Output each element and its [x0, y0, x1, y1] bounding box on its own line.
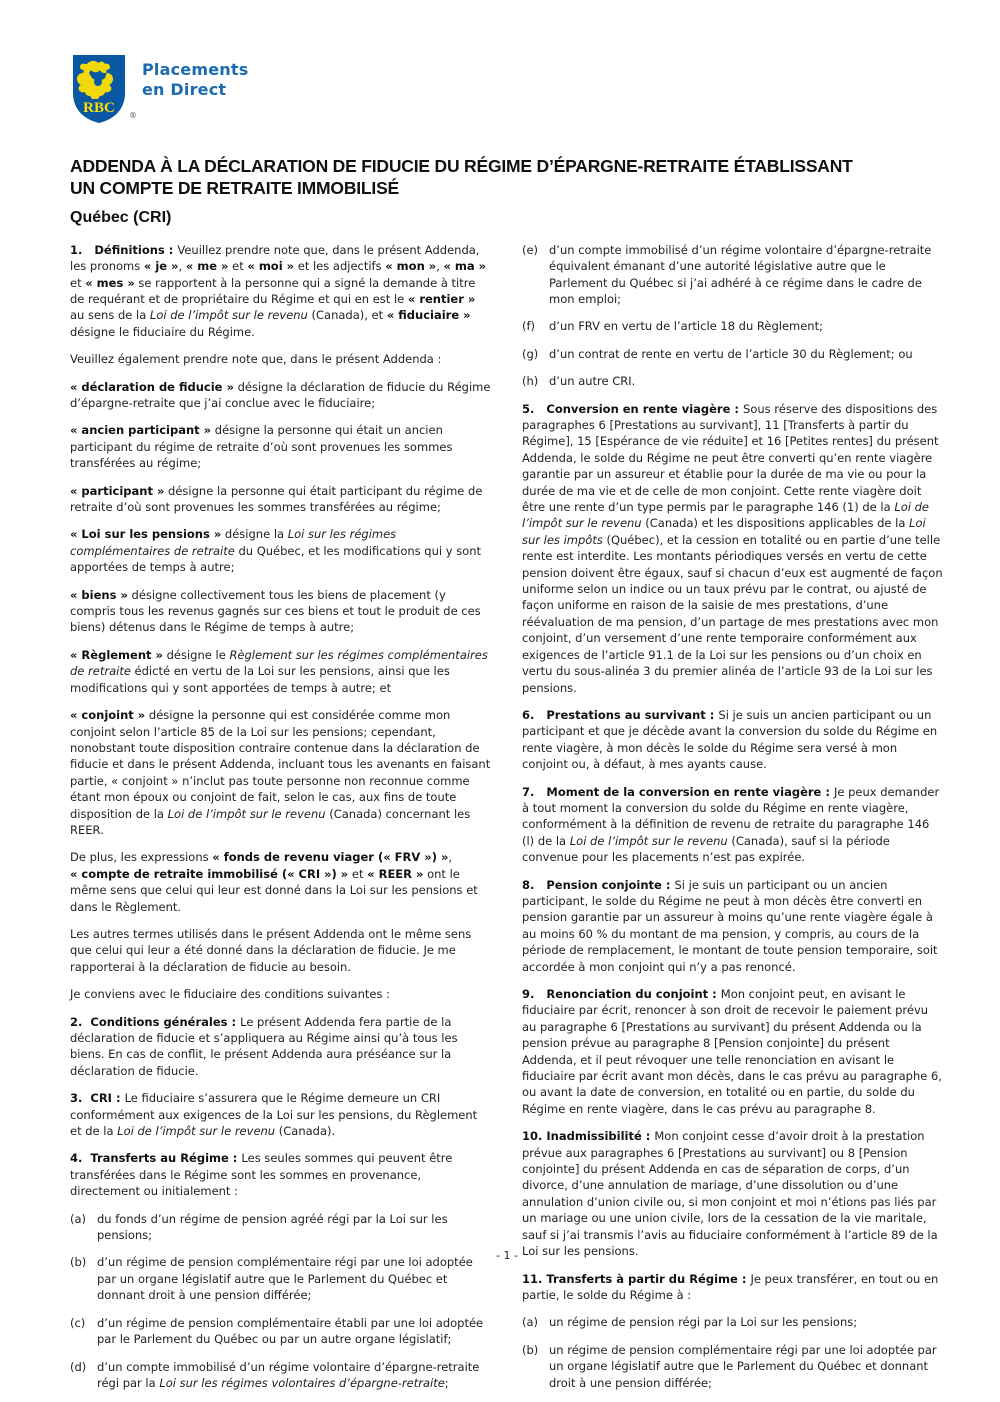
bold-text-run: « fiduciaire » [386, 308, 471, 323]
paragraph [70, 483, 492, 516]
text-run: Je conviens avec le fiduciaire des conditions suivantes : [70, 987, 390, 1002]
text-run: d’un compte immobilisé d’un régime volontaire d’épargne-retraite régi par la [97, 1359, 480, 1390]
paragraph [522, 986, 944, 1117]
list-item-text [549, 318, 944, 334]
brand-name-line1: Placements [142, 60, 249, 79]
list-item [522, 318, 944, 334]
text-run: et les adjectifs [294, 259, 386, 274]
italic-text-run: Loi de l’impôt sur le revenu [522, 500, 929, 531]
paragraph [70, 351, 492, 367]
text-run: , [178, 259, 186, 274]
rbc-shield-icon [70, 54, 128, 124]
text-run: désigne la personne qui était un ancien participant du régime de retraite d’où sont provenues les sommes transférées au régime; [70, 423, 453, 471]
list-item [522, 1314, 944, 1330]
text-run: d’un compte immobilisé d’un régime volontaire d’épargne-retraite équivalent émanant d’une autorité législative autre que le Parlement du Québec si j’ai adhéré à ce régime dans le cadre de mon emploi; [549, 242, 932, 306]
two-column-body [70, 242, 944, 1402]
text-run: Les autres termes utilisés dans le présent Addenda ont le même sens que celui qui leur a été donné dans la déclaration de fiducie. Je me rapporterai à la déclaration de fiducie au besoin. [70, 926, 472, 974]
text-run: Mon conjoint peut, en avisant le fiduciaire par écrit, renoncer à son droit de recevoir le paiement prévu au paragraphe 6 [Prestations au survivant] du présent Addenda ou la pension prévue au paragraphe 8 [Pension conjointe] du présent Addenda, et il peut révoquer une telle renonciation en avisant le fiduciaire par écrit avant mon décès, dans le cas prévu au paragraphe 6, ou avant la date de conversion, en totalité ou en partie, du solde du Régime en rente viagère, dans le cas prévu au paragraphe 8. [522, 987, 942, 1116]
list-item [522, 242, 944, 308]
list-marker: (h) [522, 374, 539, 389]
bold-text-run: « conjoint » [70, 708, 146, 723]
list-item-text [549, 1314, 944, 1330]
bold-text-run: 7. Moment de la conversion en rente viagère : [522, 784, 834, 799]
bold-text-run: « rentier » [407, 291, 476, 306]
page-number: - 1 - [496, 1249, 518, 1262]
list-marker: (a) [522, 1315, 539, 1330]
paragraph [70, 707, 492, 838]
text-run: , [436, 259, 444, 274]
bold-text-run: « REER » [367, 866, 424, 881]
paragraph [70, 1150, 492, 1199]
list-item-text [549, 346, 944, 362]
text-run: (Québec), et la cession en totalité ou en partie d’une telle rente est interdite. Les montants périodiques versés en vertu de cette pension doivent être égaux, sauf si chacun d’eux est augmenté de façon uniforme selon un indice ou un taux prévu par le contrat, ou ajusté de façon uniforme en raison de la saisie de mes prestations, d’une réévaluation de ma pension, d’un partage de mes prestations avec mon conjoint, d’un versement d’une rente temporaire conformément aux exigences de l’article 91.1 de la Loi sur les pensions ou d’un choix en vertu du sous-alinéa 3 du premier alinéa de l’article 93 de la Loi sur les pensions. [522, 532, 943, 695]
text-run: désigne la personne qui est considérée comme mon conjoint selon l’article 85 de la Loi sur les pensions; cependant, nonobstant toute disposition contraire contenue dans la déclaration de fiducie et dans le présent Addenda, incluant tous les avenants en faisant partie, « conjoint » n’inclut pas toute personne non reconnue comme étant mon époux ou conjoint de fait, selon le cas, aux fins de toute disposition de la [70, 708, 491, 821]
text-run: (Canada) et les dispositions applicables de la [641, 516, 910, 531]
bold-text-run: 8. Pension conjointe : [522, 877, 675, 892]
paragraph [70, 422, 492, 471]
bold-text-run: 1. Définitions : [70, 242, 178, 257]
bold-text-run: 3. CRI : [70, 1091, 125, 1106]
bold-text-run: 10. Inadmissibilité : [522, 1129, 655, 1144]
document-subtitle: Québec (CRI) [70, 208, 172, 226]
paragraph [70, 1014, 492, 1080]
paragraph [522, 707, 944, 773]
list-item [70, 1211, 492, 1244]
registered-trademark-icon: ® [129, 111, 137, 120]
bold-text-run: 2. Conditions générales : [70, 1014, 241, 1029]
list-item-text [549, 242, 944, 308]
text-run: Le présent Addenda fera partie de la déclaration de fiducie et s’appliquera au Régime ainsi qu’à tous les biens. En cas de conflit, le présent Addenda aura préséance sur la déclaration de fiducie. [70, 1014, 458, 1078]
text-run: Les seules sommes qui peuvent être transférées dans le Régime sont les sommes en provenance, directement ou initialement : [70, 1151, 453, 1199]
bold-text-run: « participant » [70, 483, 165, 498]
bold-text-run: 5. Conversion en rente viagère : [522, 401, 744, 416]
text-run: d’un FRV en vertu de l’article 18 du Règlement; [549, 319, 823, 334]
text-run: se rapportent à la personne qui a signé la demande à titre de requérant et de propriétaire du Régime et qui en est le [70, 275, 476, 306]
text-run: du Québec, et les modifications qui y sont apportées de temps à autre; [70, 543, 482, 575]
bold-text-run: 11. Transferts à partir du Régime : [522, 1271, 751, 1286]
bold-text-run: « ancien participant » [70, 423, 212, 438]
text-run: d’un régime de pension complémentaire établi par une loi adoptée par le Parlement du Québec ou par un autre organe législatif; [97, 1315, 484, 1347]
rbc-logo [70, 54, 137, 124]
bold-text-run: « je » [143, 259, 179, 274]
paragraph [70, 926, 492, 975]
bold-text-run: « mon » [385, 259, 437, 274]
bold-text-run: « fonds de revenu viager (« FRV ») » [212, 850, 449, 865]
bold-text-run: 4. Transferts au Régime : [70, 1151, 242, 1166]
text-run: désigne collectivement tous les biens de placement (y compris tous les revenus gagnés sur ces biens et tout le produit de ces biens) détenus dans le Régime de temps à autre; [70, 587, 481, 635]
text-run: d’un contrat de rente en vertu de l’article 30 du Règlement; ou [549, 346, 913, 361]
list-marker: (c) [70, 1315, 86, 1330]
italic-text-run: Loi de l’impôt sur le revenu [569, 833, 728, 848]
paragraph [70, 849, 492, 915]
list-item-text [97, 1211, 492, 1244]
title-line2: UN COMPTE DE RETRAITE IMMOBILISÉ [70, 177, 400, 198]
left-column [70, 242, 492, 1402]
rbc-logo-text: RBC [83, 100, 115, 116]
list-marker: (g) [522, 346, 539, 361]
italic-text-run: Loi de l’impôt sur le revenu [117, 1124, 276, 1139]
italic-text-run: Loi sur les impôts [522, 516, 926, 547]
text-run: (Canada), sauf si la période convenue pour les placements n’est pas expirée. [522, 833, 890, 865]
text-run: Sous réserve des dispositions des paragraphes 6 [Prestations au survivant], 11 [Transferts à partir du Régime], 15 [Espérance de vie réduite] et 16 [Petites rentes] du présent Addenda, le solde du Régime ne peut être converti qu’en rente viagère garantie par un assureur et établie pour la durée de ma vie ou pour la durée de ma vie et de celle de mon conjoint. Cette rente viagère doit être une rente d’un type permis par le paragraphe 146 (1) de la [522, 401, 939, 515]
text-run: au sens de la [70, 308, 150, 323]
paragraph [522, 877, 944, 975]
list-item-text [97, 1359, 492, 1392]
text-run: (Canada). [275, 1124, 336, 1139]
text-run: Veuillez prendre note que, dans le présent Addenda, les pronoms [70, 242, 480, 274]
text-run: désigne le [162, 647, 230, 662]
text-run: ; [444, 1375, 449, 1390]
text-run: un régime de pension régi par la Loi sur les pensions; [549, 1315, 858, 1330]
paragraph [522, 401, 944, 696]
text-run: et [228, 259, 248, 274]
bold-text-run: « ma » [443, 259, 487, 274]
list-item [70, 1315, 492, 1348]
text-run: Mon conjoint cesse d’avoir droit à la prestation prévue aux paragraphes 6 [Prestations au survivant] ou 8 [Pension conjointe] du présent Addenda en cas de séparation de corps, d’un divorce, d’une annulation de mariage, d’une dissolution ou d’une annulation d’union civile ou, si mon conjoint et moi n’étions pas liés par un mariage ou une union civile, lors de la cessation de la vie maritale, sauf si j’ai transmis l’avis au fiduciaire conformément à l’article 89 de la Loi sur les pensions. [522, 1129, 938, 1259]
text-run: Le fiduciaire s’assurera que le Régime demeure un CRI conformément aux exigences de la Loi sur les pensions, du Règlement et de la [70, 1091, 478, 1139]
text-run: du fonds d’un régime de pension agréé régi par la Loi sur les pensions; [97, 1211, 448, 1243]
paragraph [522, 1128, 944, 1259]
text-run: et [70, 275, 86, 290]
bold-text-run: 9. Renonciation du conjoint : [522, 987, 721, 1001]
right-column [522, 242, 944, 1402]
text-run: désigne la déclaration de fiducie du Régime d’épargne-retraite que j’ai conclue avec le fiduciaire; [70, 379, 491, 410]
italic-text-run: Loi de l’impôt sur le revenu [167, 806, 326, 821]
text-run: Si je suis un participant ou un ancien participant, le solde du Régime ne peut à mon décès être converti en pension garantie par un assureur à moins qu’une rente viagère égale à au moins 60 % du montant de ma pension, y compris, au cours de la période de remplacement, le montant de toute pension temporaire, soit accordée à mon conjoint qui n’y a pas renoncé. [522, 877, 938, 974]
list-marker: (f) [522, 319, 536, 334]
paragraph [70, 1090, 492, 1139]
italic-text-run: Loi de l’impôt sur le revenu [149, 308, 308, 323]
list-marker: (b) [70, 1255, 87, 1270]
list-item [522, 373, 944, 389]
brand-name [142, 54, 248, 100]
bold-text-run: « Loi sur les pensions » [70, 527, 222, 542]
text-run: un régime de pension complémentaire régi par une loi adoptée par un organe législatif autre que le Parlement du Québec et donnant droit à une pension différée; [549, 1342, 937, 1390]
text-run: (Canada) concernant les REER. [70, 806, 471, 837]
bold-text-run: « mes » [85, 275, 135, 290]
list-item [522, 346, 944, 362]
bold-text-run: « Règlement » [70, 647, 163, 662]
brand-name-line2: en Direct [142, 80, 227, 99]
paragraph [70, 526, 492, 575]
bold-text-run: 6. Prestations au survivant : [522, 707, 719, 722]
italic-text-run: Loi sur les régimes volontaires d’épargne-retraite [159, 1375, 445, 1390]
title-line1: ADDENDA À LA DÉCLARATION DE FIDUCIE DU RÉGIME D’ÉPARGNE-RETRAITE ÉTABLISSANT [70, 156, 853, 176]
list-item [70, 1359, 492, 1392]
text-run: désigne le fiduciaire du Régime. [70, 324, 255, 339]
bold-text-run: « biens » [70, 587, 128, 602]
paragraph [70, 647, 492, 696]
text-run: , [448, 850, 453, 865]
paragraph [70, 587, 492, 636]
text-run: (Canada), et [307, 308, 387, 323]
paragraph [70, 986, 492, 1002]
bold-text-run: « me » [185, 259, 229, 274]
bold-text-run: « déclaration de fiducie » [70, 379, 234, 394]
paragraph [70, 242, 492, 340]
list-marker: (b) [522, 1342, 539, 1357]
list-item-text [549, 1342, 944, 1391]
list-item-text [549, 373, 944, 389]
text-run: Je peux demander à tout moment la conversion du solde du Régime en rente viagère, conformément à la définition de revenu de retraite du paragraphe 146 (l) de la [522, 784, 940, 848]
brand-header [70, 54, 944, 130]
text-run: Je peux transférer, en tout ou en partie, le solde du Régime à : [522, 1271, 939, 1302]
text-run: Veuillez également prendre note que, dans le présent Addenda : [70, 352, 442, 367]
text-run: édicté en vertu de la Loi sur les pensions, ainsi que les modifications qui y sont apportées de temps à autre; et [70, 664, 450, 695]
bold-text-run: « compte de retraite immobilisé (« CRI ») » [70, 866, 349, 881]
text-run: désigne la personne qui était participant du régime de retraite d’où sont provenues les sommes transférées au régime; [70, 483, 483, 515]
list-item-text [97, 1315, 492, 1348]
text-run: d’un régime de pension complémentaire régi par une loi adoptée par un organe législatif autre que le Parlement du Québec et donnant droit à une pension différée; [97, 1255, 473, 1303]
document-title [70, 156, 944, 200]
text-run: Si je suis un ancien participant ou un participant et que je décède avant la conversion du solde du Régime en rente viagère, à mon décès le solde du Régime sera versé à mon conjoint ou, à défaut, à mes ayants cause. [522, 707, 938, 772]
bold-text-run: « moi » [247, 259, 295, 274]
text-run: d’un autre CRI. [549, 374, 636, 389]
list-marker: (e) [522, 242, 539, 257]
italic-text-run: Loi sur les régimes complémentaires de retraite [70, 527, 397, 558]
text-run: et [348, 866, 368, 881]
text-run: désigne la [221, 527, 288, 542]
paragraph [522, 1271, 944, 1304]
text-run: ont le même sens que celui qui leur est donné dans la Loi sur les pensions et dans le Règlement. [70, 866, 478, 914]
paragraph [70, 379, 492, 412]
italic-text-run: Règlement sur les régimes complémentaires de retraite [70, 647, 488, 679]
text-run: De plus, les expressions [70, 850, 213, 865]
list-marker: (a) [70, 1211, 87, 1226]
paragraph [522, 784, 944, 866]
page-footer [70, 1249, 944, 1262]
list-marker: (d) [70, 1359, 87, 1374]
list-item [522, 1342, 944, 1391]
